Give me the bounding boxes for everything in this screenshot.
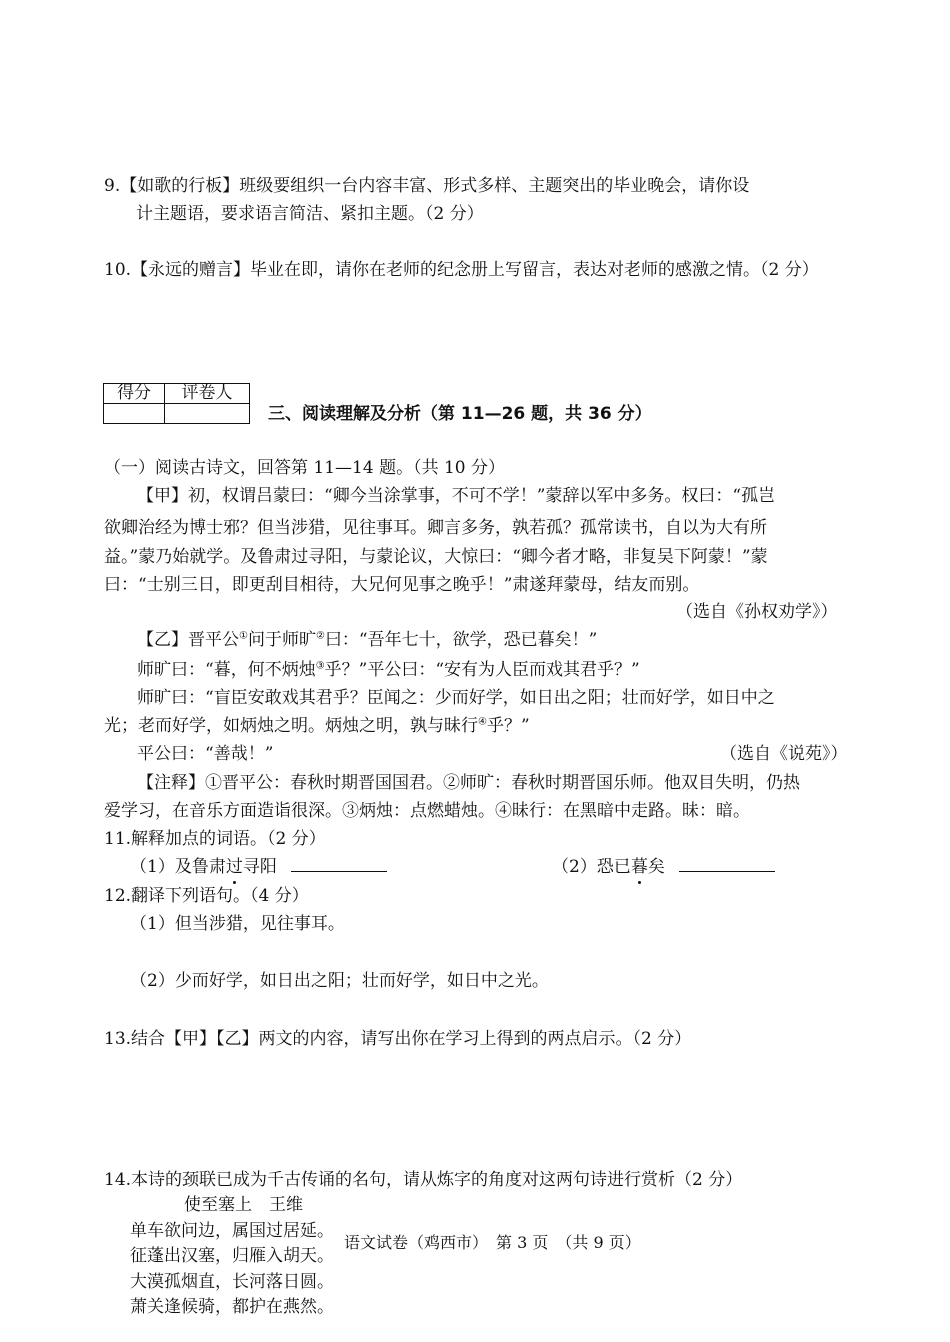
yi-text: 【乙】晋平公 [137,630,239,650]
note-ref-3: ③ [315,660,325,672]
note-ref-2: ② [315,630,325,642]
grader-label: 评卷人 [165,384,250,404]
q10-text: 10.【永远的赠言】毕业在即，请你在老师的纪念册上写留言，表达对老师的感激之情。（2 分） [104,260,819,280]
dotted-word: 暮 [630,857,648,877]
jia-line2: 欲卿治经为博士邪？但当涉猎，见往事耳。卿言多务，孰若孤？孤常读书，自以为大有所 [104,518,767,538]
q14-title: 14.本诗的颈联已成为千古传诵的名句，请从炼字的角度对这两句诗进行赏析（2 分） [104,1170,743,1190]
page-footer: 语文试卷（鸡西市） 第 3 页 （共 9 页） [344,1233,641,1252]
jia-source: （选自《孙权劝学》） [676,602,838,622]
poem-line: 单车欲问边，属国过居延。 [130,1221,334,1241]
part1-title: （一）阅读古诗文，回答第 11—14 题。（共 10 分） [104,458,506,478]
q9-line2: 计主题语，要求语言简洁、紧扣主题。（2 分） [136,204,484,224]
q13-text: 13.结合【甲】【乙】两文的内容，请写出你在学习上得到的两点启示。（2 分） [104,1029,692,1049]
q12-item1: （1）但当涉猎，见往事耳。 [130,914,345,934]
grader-cell[interactable] [165,404,250,424]
yi-source: （选自《说苑》） [720,744,848,764]
yi-line2 [137,660,640,680]
q11-item2-text: 矣 [647,857,665,877]
dotted-word: 过 [225,857,243,877]
answer-blank[interactable] [291,857,387,872]
score-box [103,383,250,424]
yi-text: 曰：“吾年七十，欲学，恐已暮矣！” [324,630,598,650]
jia-line1: 【甲】初，权谓吕蒙曰：“卿今当涂掌事，不可不学！”蒙辞以军中多务。权曰：“孤岂 [137,486,776,506]
yi-text: 师旷曰：“暮，何不炳烛 [137,660,316,680]
poem-line: 大漠孤烟直，长河落日圆。 [130,1272,334,1292]
poem-line: 征蓬出汉塞，归雁入胡天。 [130,1246,334,1266]
yi-line1 [137,630,597,650]
jia-line4: 曰：“士别三日，即更刮目相待，大兄何见事之晚乎！”肃遂拜蒙母，结友而别。 [104,575,700,595]
score-cell[interactable] [104,404,165,424]
q11-item2-text: （2）恐已 [552,857,631,877]
q9-line1: 9.【如歌的行板】班级要组织一台内容丰富、形式多样、主题突出的毕业晚会，请你设 [104,176,750,196]
q12-item2: （2）少而好学，如日出之阳；壮而好学，如日中之光。 [130,971,549,991]
notes-line1: 【注释】①晋平公：春秋时期晋国国君。②师旷：春秋时期晋国乐师。他双目失明，仍热 [137,773,800,793]
score-label: 得分 [104,384,165,404]
yi-text: 问于师旷 [247,630,316,650]
section3-title: 三、阅读理解及分析（第 11—26 题，共 36 分） [268,404,652,424]
poem-title: 使至塞上 王维 [184,1195,303,1215]
yi-line3: 师旷曰：“盲臣安敢戏其君乎？臣闻之：少而好学，如日出之阳；壮而好学，如日中之 [137,688,775,708]
notes-line2: 爱学习，在音乐方面造诣很深。③炳烛：点燃蜡烛。④昧行：在黑暗中走路。昧：暗。 [104,801,750,821]
q11-item1-text: （1）及鲁肃 [130,857,226,877]
yi-text: 乎？”平公曰：“安有为人臣而戏其君乎？” [324,660,640,680]
yi-text: 乎？” [486,716,530,736]
yi-text: 光；老而好学，如炳烛之明。炳烛之明，孰与昧行 [104,716,478,736]
answer-blank[interactable] [679,857,775,872]
yi-line4 [104,716,530,736]
q11-item1 [130,857,387,877]
q11-item1-text: 寻阳 [242,857,277,877]
yi-line5: 平公曰：“善哉！” [137,744,274,764]
poem-line: 萧关逢候骑，都护在燕然。 [130,1297,334,1317]
q11-title: 11.解释加点的词语。（2 分） [104,829,326,849]
q12-title: 12.翻译下列语句。（4 分） [104,886,309,906]
q11-item2 [552,857,775,877]
note-ref-4: ④ [478,716,487,728]
note-ref-1: ① [239,630,248,642]
jia-line3: 益。”蒙乃始就学。及鲁肃过寻阳，与蒙论议，大惊曰：“卿今者才略，非复吴下阿蒙！”蒙 [104,547,768,567]
